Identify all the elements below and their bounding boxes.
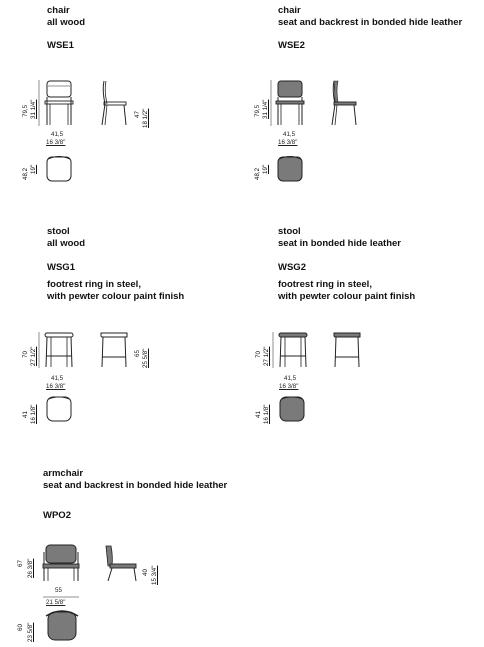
width-cm: 41,5 [51, 375, 64, 382]
seat-height-in: 15 3/4" [151, 565, 158, 585]
depth-in: 16 1/8" [30, 404, 37, 424]
product-wse1 [47, 5, 85, 29]
front-view-drawing [275, 80, 305, 126]
depth-cm: 60 [17, 624, 24, 631]
height-cm: 67 [17, 560, 24, 567]
seat-height-cm: 47 [134, 111, 141, 118]
product-wpo2 [43, 468, 227, 492]
width-in: 16 3/8" [46, 139, 66, 146]
product-finish: footrest ring in steel, with pewter colour paint finish [47, 279, 185, 302]
depth-cm: 48,2 [22, 167, 29, 180]
top-view-drawing [46, 155, 72, 183]
product-name: armchair [43, 468, 84, 479]
front-view-drawing [278, 332, 308, 368]
height-in: 27 1/2" [263, 346, 270, 366]
product-code: WSE2 [278, 40, 305, 51]
product-material: all wood [47, 17, 85, 28]
product-material: seat and backrest in bonded hide leather [43, 480, 228, 491]
depth-in: 19" [30, 164, 37, 174]
side-view-drawing [100, 332, 128, 368]
product-wsg2 [278, 226, 401, 250]
depth-in: 23 5/8" [27, 622, 34, 642]
side-view-drawing [330, 80, 358, 126]
side-view-drawing [100, 80, 128, 126]
width-in: 16 3/8" [278, 139, 298, 146]
seat-height-in: 25 5/8" [142, 348, 149, 368]
seat-height-in: 18 1/2" [142, 108, 149, 128]
depth-cm: 41 [255, 411, 262, 418]
top-view-drawing [46, 395, 72, 423]
depth-cm: 41 [22, 411, 29, 418]
depth-in: 19" [262, 164, 269, 174]
top-view-drawing [279, 395, 305, 423]
width-cm: 55 [55, 587, 62, 594]
product-name: chair [278, 5, 301, 16]
product-material: seat in bonded hide leather [278, 238, 401, 249]
height-in: 27 1/2" [30, 346, 37, 366]
top-view-drawing [277, 155, 303, 183]
product-finish: footrest ring in steel, with pewter colour paint finish [278, 279, 416, 302]
height-in: 31 1/4" [30, 99, 37, 119]
width-cm: 41,5 [284, 375, 297, 382]
front-view-drawing [44, 332, 74, 368]
width-dim-line [43, 596, 79, 598]
width-in: 16 3/8" [279, 383, 299, 390]
depth-in: 16 1/8" [263, 404, 270, 424]
seat-height-cm: 65 [134, 350, 141, 357]
height-in: 26 3/8" [27, 558, 34, 578]
height-dim-line [38, 80, 40, 126]
side-view-drawing [104, 544, 138, 582]
product-material: all wood [47, 238, 85, 249]
product-code: WPO2 [43, 510, 71, 521]
product-code: WSG2 [278, 262, 306, 273]
width-in: 21 5/8" [46, 599, 66, 606]
product-wsg1 [47, 226, 85, 250]
height-cm: 79,5 [254, 104, 261, 117]
product-name: chair [47, 5, 70, 16]
product-wse2 [278, 5, 462, 29]
product-material: seat and backrest in bonded hide leather [278, 17, 463, 28]
product-code: WSE1 [47, 40, 74, 51]
width-cm: 41,5 [283, 131, 296, 138]
width-cm: 41,5 [51, 131, 64, 138]
height-cm: 70 [22, 351, 29, 358]
height-dim-line [38, 332, 40, 368]
product-name: stool [47, 226, 70, 237]
height-cm: 79,5 [22, 104, 29, 117]
height-dim-line [270, 80, 272, 126]
height-cm: 70 [255, 351, 262, 358]
side-view-drawing [333, 332, 361, 368]
width-in: 16 3/8" [46, 383, 66, 390]
depth-cm: 48,2 [254, 167, 261, 180]
height-dim-line [272, 332, 274, 368]
front-view-drawing [42, 544, 80, 582]
height-in: 31 1/4" [262, 99, 269, 119]
top-view-drawing [45, 608, 79, 642]
product-name: stool [278, 226, 301, 237]
front-view-drawing [44, 80, 74, 126]
product-code: WSG1 [47, 262, 75, 273]
seat-height-cm: 40 [142, 569, 149, 576]
